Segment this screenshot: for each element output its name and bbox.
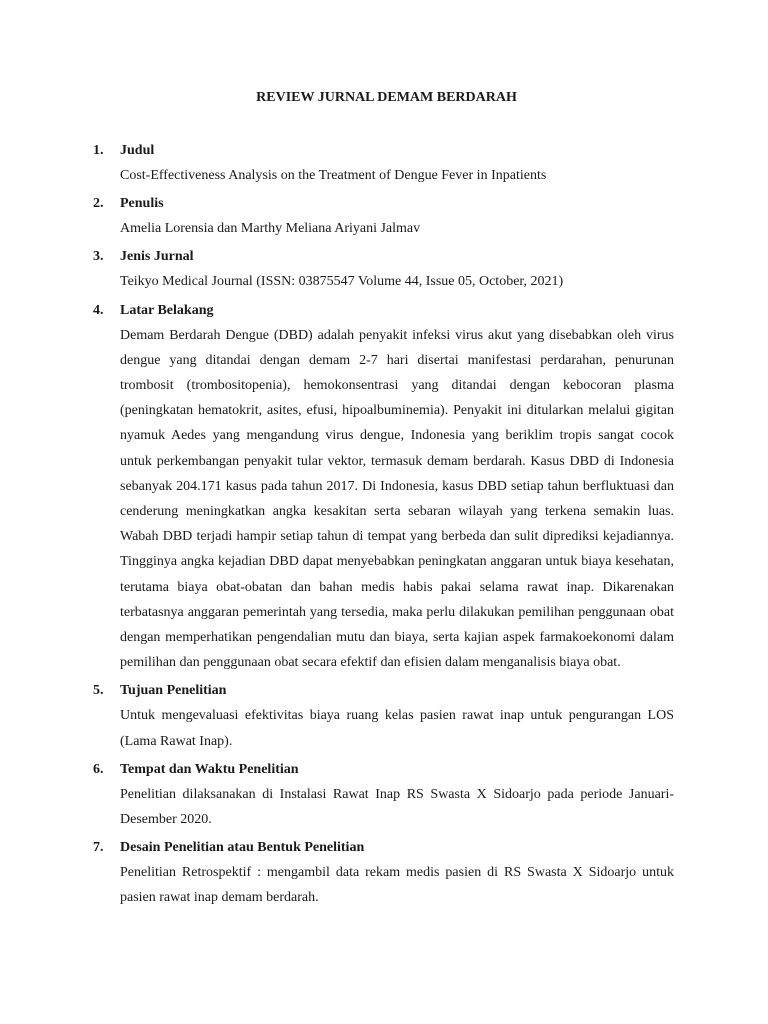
section-tujuan-penelitian <box>93 678 674 753</box>
section-body: Teikyo Medical Journal (ISSN: 03875547 Volume 44, Issue 05, October, 2021) <box>120 274 564 290</box>
section-body: Cost-Effectiveness Analysis on the Treatment of Dengue Fever in Inpatients <box>120 168 547 183</box>
section-number: 7. <box>93 840 104 856</box>
section-heading: Jenis Jurnal <box>120 249 194 265</box>
section-heading: Desain Penelitian atau Bentuk Penelitian <box>120 840 365 856</box>
section-number: 3. <box>93 249 104 265</box>
section-number: 1. <box>93 143 104 158</box>
section-body: Amelia Lorensia dan Marthy Meliana Ariyani Jalmav <box>120 221 421 237</box>
section-body: Untuk mengevaluasi efektivitas biaya ruang kelas pasien rawat inap untuk pengurangan LOS (Lama Rawat Inap). <box>120 708 674 749</box>
section-judul <box>93 138 674 188</box>
section-body: Demam Berdarah Dengue (DBD) adalah penyakit infeksi virus akut yang disebabkan oleh virus dengue yang ditandai dengan demam 2-7 hari disertai manifestasi perdarahan, penurunan trombosit (trombositopenia), hemokonsentrasi yang ditandai dengan kebocoran plasma (peningkatan hematokrit, asites, efusi, hipoalbuminemia). Penyakit ini ditularkan melalui gigitan nyamuk Aedes yang mengandung virus dengue, Indonesia yang beriklim tropis sangat cocok untuk perkembangan penyakit tular vektor, termasuk demam berdarah. Kasus DBD di Indonesia sebanyak 204.171 kasus pada tahun 2017. Di Indonesia, kasus DBD setiap tahun berfluktuasi dan cenderung meningkatkan angka kesakitan serta sebaran wilayah yang terkena semakin luas. Wabah DBD terjadi hampir setiap tahun di tempat yang berbeda dan sulit diprediksi kejadiannya. Tingginya angka kejadian DBD dapat menyebabkan peningkatan anggaran untuk biaya kesehatan, terutama biaya obat-obatan dan bahan medis habis pakai selama rawat inap. Dikarenakan terbatasnya anggaran pemerintah yang tersedia, maka perlu dilakukan pemilihan penggunaan obat dengan memperhatikan pengendalian mutu dan biaya, serta kajian aspek farmakoekonomi dalam pemilihan dan penggunaan obat secara efektif dan efisien dalam menganalisis biaya obat. <box>120 327 674 671</box>
document-title: REVIEW JURNAL DEMAM BERDARAH <box>256 90 517 105</box>
section-penulis <box>93 191 674 241</box>
section-body: Penelitian dilaksanakan di Instalasi Rawat Inap RS Swasta X Sidoarjo pada periode Januari-Desember 2020. <box>120 786 674 828</box>
section-number: 6. <box>93 761 104 777</box>
section-heading: Penulis <box>120 196 164 212</box>
section-desain-penelitian <box>93 835 674 910</box>
section-jenis-jurnal <box>93 244 674 294</box>
section-heading: Judul <box>120 143 155 158</box>
section-number: 5. <box>93 683 104 699</box>
section-tempat-waktu <box>93 757 674 832</box>
section-heading: Latar Belakang <box>120 302 214 318</box>
section-heading: Tempat dan Waktu Penelitian <box>120 761 299 777</box>
section-number: 4. <box>93 302 104 318</box>
section-body: Penelitian Retrospektif : mengambil data rekam medis pasien di RS Swasta X Sidoarjo untuk pasien rawat inap demam berdarah. <box>120 865 674 906</box>
section-latar-belakang <box>93 298 674 676</box>
section-heading: Tujuan Penelitian <box>120 683 227 699</box>
section-number: 2. <box>93 196 104 212</box>
